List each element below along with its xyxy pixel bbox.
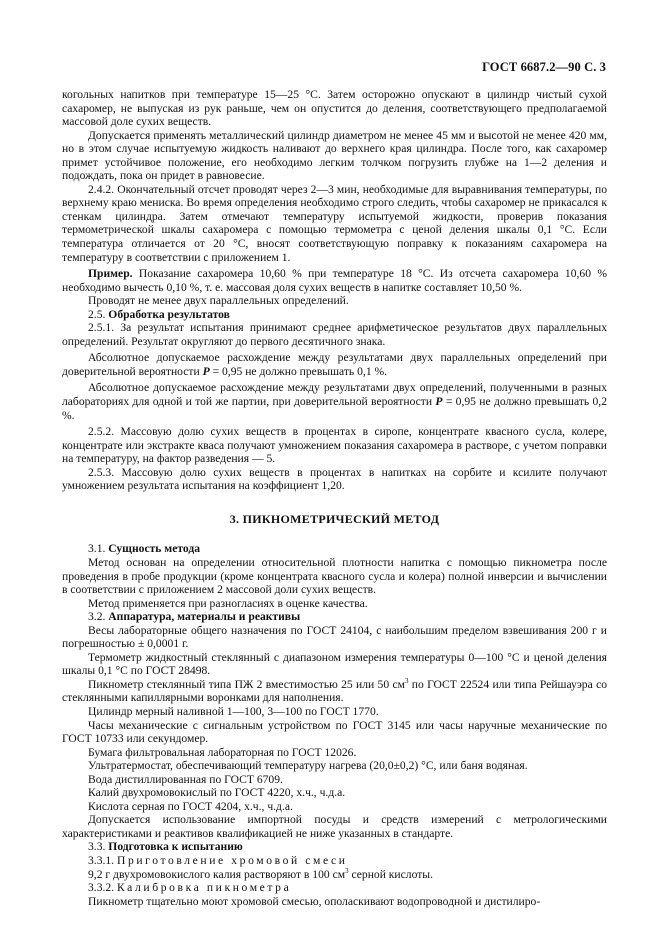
heading-3-2 [62,610,607,624]
paragraph: Вода дистиллированная по ГОСТ 6709. [88,772,283,786]
paragraph: Допускается использование импортной посуды и средств измерений с метрологическими характеристиками и реактивов квалификацией не ниже указанных в стандарте. [62,813,607,840]
section-3-title: 3. ПИКНОМЕТРИЧЕСКИЙ МЕТОД [229,511,440,526]
page-header: ГОСТ 6687.2—90 С. 3 [482,60,606,74]
text-run: серной кислоты. [348,867,433,881]
text-run: = 0,95 не должно превышать 0,2 %. [62,395,607,422]
paragraph: Цилиндр мерный наливной 1—100, 3—100 по ГОСТ 1770. [88,704,379,718]
paragraph: Проводят не менее двух параллельных определений. [88,294,349,308]
heading-number: 3.3.1. [88,853,117,867]
paragraph: Бумага фильтровальная лабораторная по ГОСТ 12026. [88,745,357,759]
heading-number: 3.3.2. [88,881,117,895]
paragraph: Метод применяется при разногласиях в оценке качества. [88,596,368,610]
heading-title: Калибровка пикнометра [116,881,292,895]
heading-3-3-1 [62,854,607,868]
heading-number: 3.3. [88,840,109,854]
text-run: = 0,95 не должно превышать 0,1 %. [209,364,388,378]
paragraph: Калий двухромовокислый по ГОСТ 4220, х.ч., ч.д.а. [88,786,346,800]
clause-2-5-1: 2.5.1. За результат испытания принимают среднее арифметическое результатов двух параллельных определений. Результат округляют до первого десятичного знака. [62,321,607,348]
paragraph [62,868,607,882]
variable: P [202,364,210,378]
heading-title: Обработка результатов [108,307,230,321]
text-run: по ГОСТ 22524 или типа Рейшауэра со стеклянными капиллярными воронками для наполнения. [62,677,608,705]
heading-3-3-2 [62,881,607,895]
example-paragraph [62,267,607,294]
paragraph: когольных напитков при температуре 15—25 °С. Затем осторожно опускают в цилиндр чистый сухой сахаромер, не выпуская из рук раньше, чем он опустится до деления, соответствующего предполагаемой массовой доле сухих веществ. [62,88,607,129]
paragraph [62,351,607,378]
heading-title: Приготовление хромовой смеси [116,853,348,867]
document-body [62,88,607,908]
paragraph: Кислота серная по ГОСТ 4204, х.ч., ч.д.а. [88,799,293,813]
paragraph: Допускается применять металлический цилиндр диаметром не менее 45 мм и высотой не менее 420 мм, но в этом случае испытуемую жидкость наливают до верхнего края цилиндра. После того, как сахаромер примет устойчивое положение, его необходимо легким толчком погрузить глубже на 1—2 деления и подождать, пока он придет в равновесие. [62,128,607,183]
variable: P [435,395,443,409]
heading-number: 3.1. [88,542,109,556]
clause-2-5-3: 2.5.3. Массовую долю сухих веществ в процентах в напитках на сорбите и ксилите получают умножением результата испытания на коэффициент 1,20. [62,465,607,493]
heading-3-3 [62,840,607,854]
heading-title: Подготовка к испытанию [108,840,243,854]
paragraph: Пикнометр тщательно моют хромовой смесью, ополаскивают водопроводной и дистилиро- [88,894,541,908]
heading-number: 3.2. [88,610,109,624]
paragraph: Весы лабораторные общего назначения по ГОСТ 24104, с наибольшим пределом взвешивания 200 г и погрешностью ± 0,0001 г. [62,623,607,651]
heading-2-5 [62,308,607,322]
superscript: 3 [404,677,409,686]
text-run: 9,2 г двухромовокислого калия растворяют в 100 см [88,867,346,881]
paragraph: Термометр жидкостный стеклянный с диапазоном измерения температуры 0—100 °С и ценой деления шкалы 0,1 °С по ГОСТ 28498. [62,650,607,678]
text-run: Абсолютное допускаемое расхождение между результатами двух параллельных определений при доверительной вероятности [62,351,607,378]
superscript: 3 [345,866,349,875]
heading-number: 2.5. [88,307,109,321]
paragraph: Ультратермостат, обеспечивающий температуру нагрева (20,0±0,2) °С, или баня водяная. [88,759,528,773]
heading-3-1 [62,542,607,556]
heading-title: Аппаратура, материалы и реактивы [108,610,301,624]
text-run: Пикнометр стеклянный типа ПЖ 2 вместимостью 25 или 50 см [88,677,405,691]
example-label: Пример. [88,267,133,281]
paragraph: Метод основан на определении относительной плотности напитка с помощью пикнометра после проведения в пробе продукции (кроме концентрата квасного сусла и колера) полной инверсии и вычислении в соответствии с приложением 2 массовой доли сухих веществ. [62,555,607,597]
paragraph [62,381,607,422]
clause-2-5-2: 2.5.2. Массовую долю сухих веществ в процентах в сиропе, концентрате квасного сусла, колере, концентрате или экстракте кваса получают умножением показания сахаромера в растворе, с учетом поправки на температуру, на фактор разведения — 5. [62,425,607,466]
heading-title: Сущность метода [108,542,201,556]
text-run: Абсолютное допускаемое расхождение между результатами двух определений, полученными в разных лабораториях для одной и той же партии, при доверительной вероятности [62,381,607,409]
paragraph [62,678,607,705]
clause-2-4-2: 2.4.2. Окончательный отсчет проводят через 2—3 мин, необходимые для выравнивания температуры, по верхнему краю мениска. Во время определения необходимо строго следить, чтобы сахаромер не прикасался к стенкам цилиндра. Затем отмечают температуру испытуемой жидкости, проверив показания термометрической шкалы сахаромера с помощью термометра с ценой деления шкалы 0,1 °С. Если температура отличается от 20 °С, вносят соответствующую поправку к показаниям сахаромера на температуру в соответствии с приложением 1. [62,182,607,264]
paragraph: Часы механические с сигнальным устройством по ГОСТ 3145 или часы наручные механические по ГОСТ 10733 или секундомер. [62,718,607,746]
example-text: Показание сахаромера 10,60 % при температуре 18 °С. Из отсчета сахаромера 10,60 % необходимо вычесть 0,10 %, т. е. массовая доля сухих веществ в напитке составляет 10,50 %. [62,267,607,294]
